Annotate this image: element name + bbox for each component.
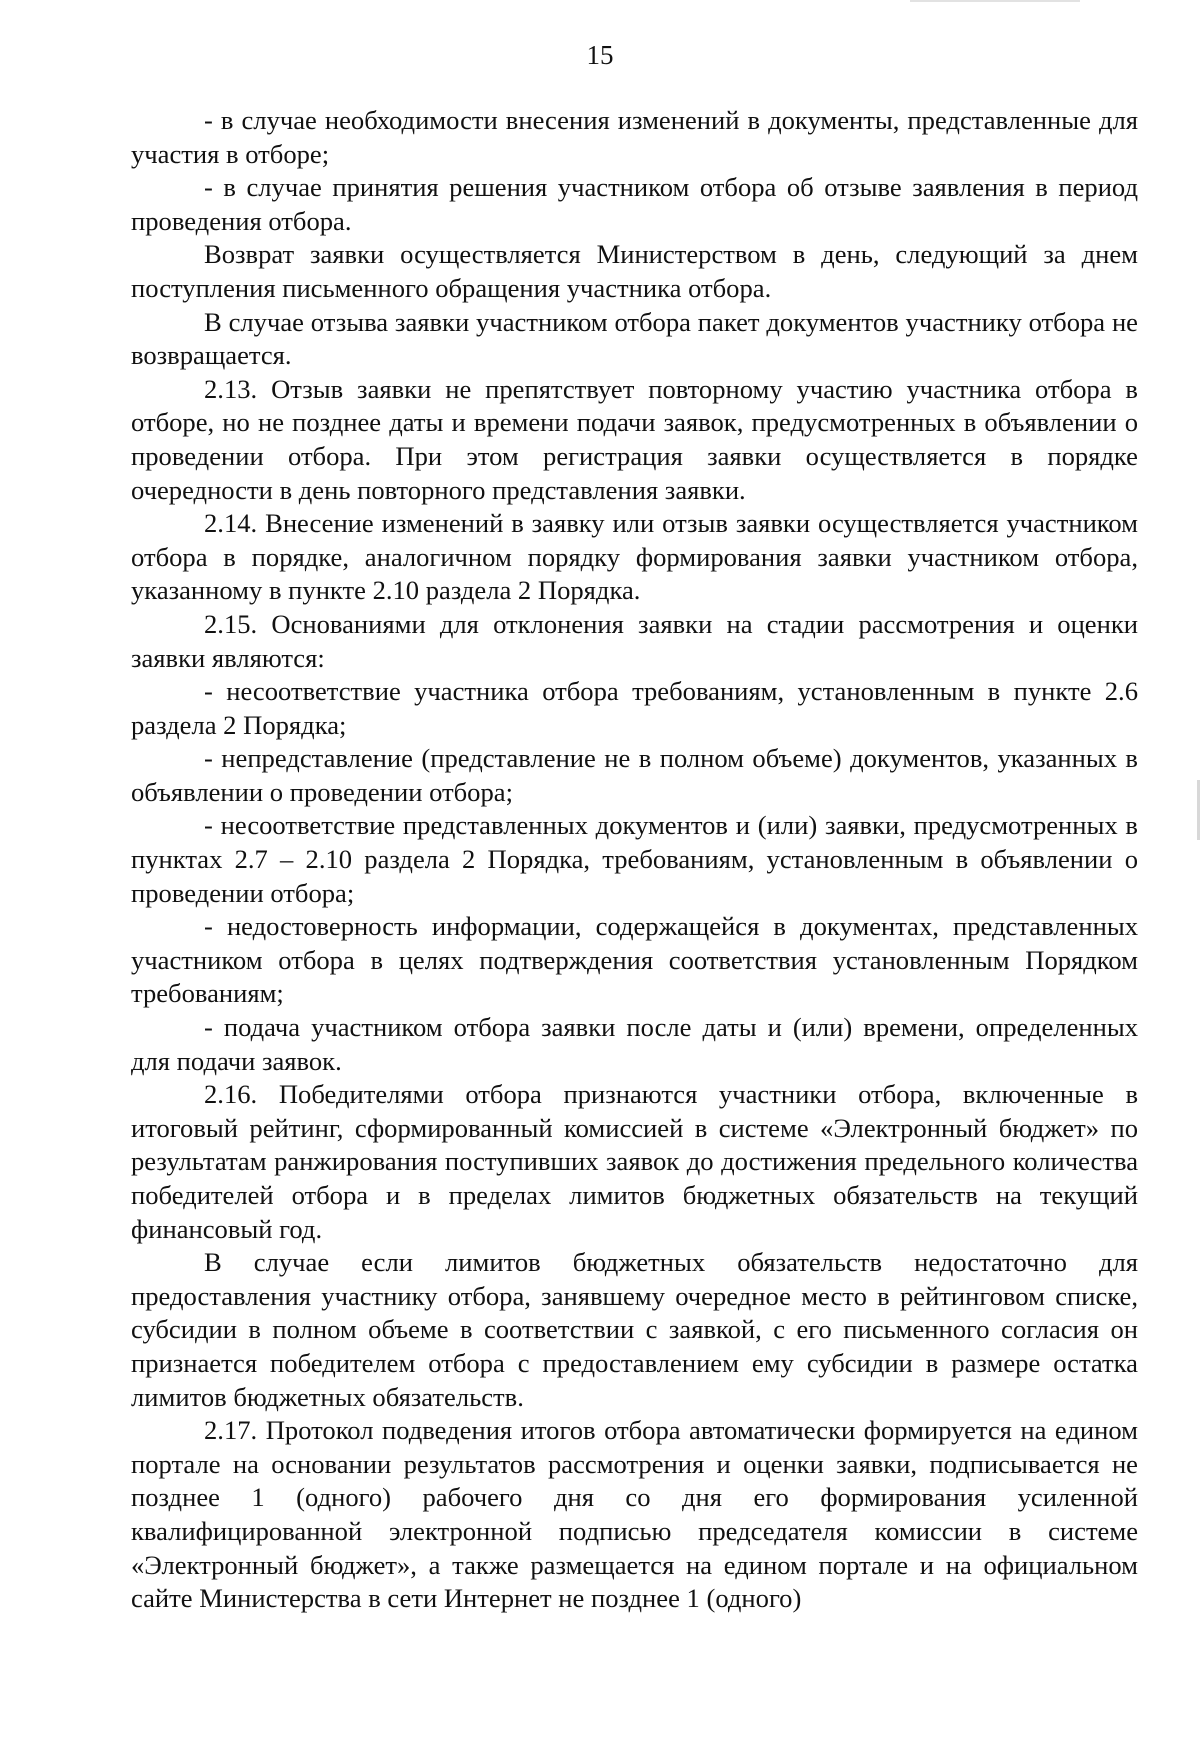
paragraph: 2.14. Внесение изменений в заявку или отзыв заявки осуществляется участником отбора в порядке, аналогичном порядку формирования заявки участником отбора, указанному в пункте 2.10 раздела 2 Порядка.: [131, 508, 1138, 606]
paragraph: - в случае принятия решения участником отбора об отзыве заявления в период проведения отбора.: [131, 172, 1138, 236]
paragraph: Возврат заявки осуществляется Министерством в день, следующий за днем поступления письменного обращения участника отбора.: [131, 239, 1138, 303]
list-item: - несоответствие участника отбора требованиям, установленным в пункте 2.6 раздела 2 Порядка;: [131, 676, 1138, 740]
list-item: - подача участником отбора заявки после даты и (или) времени, определенных для подачи заявок.: [131, 1012, 1138, 1076]
paragraph: 2.16. Победителями отбора признаются участники отбора, включенные в итоговый рейтинг, сформированный комиссией в системе «Электронный бюджет» по результатам ранжирования поступивших заявок до достижения предельного количества победителей отбора и в пределах лимитов бюджетных обязательств на текущий финансовый год.: [131, 1079, 1138, 1244]
paragraph: - в случае необходимости внесения изменений в документы, представленные для участия в отборе;: [131, 105, 1138, 169]
paragraph: В случае отзыва заявки участником отбора пакет документов участнику отбора не возвращается.: [131, 306, 1138, 371]
list-item: - недостоверность информации, содержащейся в документах, представленных участником отбора в целях подтверждения соответствия установленным Порядком требованиям;: [131, 911, 1138, 1009]
document-body: [131, 104, 1138, 1616]
paragraph: В случае если лимитов бюджетных обязательств недостаточно для предоставления участнику отбора, занявшему очередное место в рейтинговом списке, субсидии в полном объеме в соответствии с заявкой, с его письменного согласия он признается победителем отбора с предоставлением ему субсидии в размере остатка лимитов бюджетных обязательств.: [131, 1247, 1138, 1412]
paragraph: 2.13. Отзыв заявки не препятствует повторному участию участника отбора в отборе, но не позднее даты и времени подачи заявок, предусмотренных в объявлении о проведении отбора. При этом регистрация заявки осуществляется в порядке очередности в день повторного представления заявки.: [131, 373, 1138, 505]
scan-edge-mark: [910, 0, 1080, 2]
list-item: - непредставление (представление не в полном объеме) документов, указанных в объявлении о проведении отбора;: [131, 743, 1138, 807]
paragraph: 2.17. Протокол подведения итогов отбора автоматически формируется на едином портале на основании результатов рассмотрения и оценки заявки, подписывается не позднее 1 (одного) рабочего дня со дня его формирования усиленной квалифицированной электронной подписью председателя комиссии в системе «Электронный бюджет», а также размещается на едином портале и на официальном сайте Министерства в сети Интернет не позднее 1 (одного): [131, 1415, 1138, 1614]
page-number: 15: [586, 40, 614, 70]
paragraph: 2.15. Основаниями для отклонения заявки на стадии рассмотрения и оценки заявки являются:: [131, 608, 1138, 673]
list-item: - несоответствие представленных документов и (или) заявки, предусмотренных в пунктах 2.7 – 2.10 раздела 2 Порядка, требованиям, установленным в объявлении о проведении отбора;: [131, 810, 1138, 908]
